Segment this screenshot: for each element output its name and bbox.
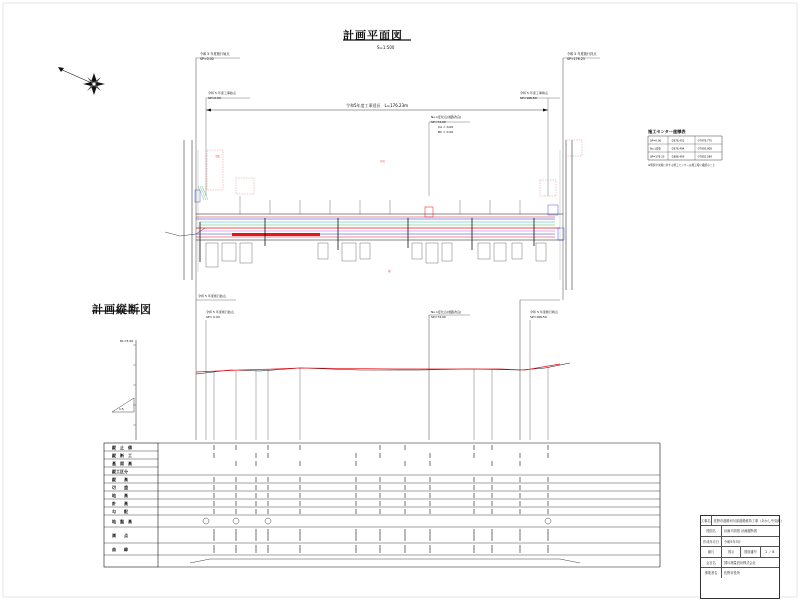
row-label: 基 面 高 — [112, 461, 132, 466]
title-block-key: 縮尺 — [701, 547, 722, 556]
sheet-number: 1 ／ 8 — [765, 550, 775, 555]
profile-tag-right-2: SP=166.59 — [530, 315, 547, 319]
legend-cell: -37978.775 — [697, 139, 712, 143]
title-block-row — [701, 568, 779, 578]
north-arrow-icon — [58, 67, 105, 95]
svg-text:水田: 水田 — [380, 160, 385, 163]
coordinate-legend — [648, 128, 722, 167]
sub-tag-right-2: SP=166.59 — [520, 96, 537, 100]
row-label: 縦 高 — [112, 477, 128, 482]
plan-view — [165, 51, 722, 300]
mid-tag-3: CA = 0.00 — [438, 125, 454, 129]
title-block-value: 佐野市役所 — [724, 570, 740, 575]
row-label: 縦 止 値 — [112, 445, 132, 450]
plan-scale: S=1:500 — [377, 45, 395, 50]
profile-view — [112, 293, 570, 440]
length-label: 令和5年度工事延長 L=176.23m — [346, 103, 409, 108]
title-block-row — [701, 526, 779, 536]
legend-cell: -2876.404 — [671, 147, 685, 151]
row-label: 縦 断 工 — [112, 453, 132, 458]
scale-value: 図示 — [722, 547, 741, 556]
profile-tag-left-2: 令和 5 年度施行始点 — [206, 310, 234, 314]
title-block-value — [722, 547, 779, 556]
legend-cell: -37905.808 — [697, 147, 712, 151]
title-block-key: 会社名 — [701, 558, 722, 567]
title-block-key: 図面名 — [701, 526, 722, 535]
profile-tag-mid-2: SP=73.00 — [431, 315, 446, 319]
legend-cell: SP=176.23 — [650, 155, 665, 159]
legend-cell: -2876.431 — [671, 139, 685, 143]
row-label: 曲 線 — [112, 547, 128, 552]
sheet-frame — [3, 3, 797, 597]
row-label: 縦工区分 — [112, 469, 128, 474]
pavement-segment — [232, 233, 320, 236]
title-block-row — [701, 537, 779, 547]
profile-title: 計画縦断図 — [92, 303, 152, 316]
end-tag-2: SP=176.23 — [567, 57, 585, 61]
mid-tag-2: SP=73.00 — [431, 120, 446, 124]
sub-tag-left-1: 令和 5 年度工事始点 — [208, 91, 236, 95]
profile-tag-mid-1: No.1変化点(道路改良) — [431, 310, 462, 314]
title-block-key: 工事名 — [701, 516, 712, 525]
row-label: 勾 配 — [112, 509, 128, 514]
end-tag-1: 令和 5 年度施行終点 — [567, 52, 597, 56]
sheet-label: 図面番号 — [741, 547, 760, 556]
slope-marker-label: 1:5 — [119, 407, 124, 411]
profile-tag-right-1: 令和 5 年度施行終点 — [530, 310, 558, 314]
row-label: 地 高 — [112, 493, 128, 498]
row-label: 測 点 — [112, 533, 128, 538]
legend-title: 施工センター座標表 — [648, 129, 686, 134]
mid-tag-4: BC = 0.00 — [438, 130, 454, 134]
profile-datum-label: DL=5.00 — [120, 339, 134, 343]
title-block — [700, 515, 784, 599]
mid-tag-1: No.1変化点(道路改良) — [431, 115, 462, 119]
title-block-key: 事業者名 — [701, 568, 722, 578]
profile-tag-left-3: SP= 0.00 — [206, 315, 220, 319]
slope-triangle-icon — [112, 398, 134, 412]
legend-cell: -37802.589 — [697, 155, 712, 159]
row-label: 計 高 — [112, 501, 128, 506]
sub-tag-left-2: SP=0.00 — [208, 96, 221, 100]
legend-note: ※現況中央線に対する施工センターは施工時に確認のこと — [648, 164, 715, 167]
title-block-row — [701, 547, 779, 557]
start-tag-1: 令和 5 年度施行始点 — [200, 52, 230, 56]
profile-data-table — [104, 443, 660, 567]
plan-title: 計画平面図 — [343, 29, 403, 42]
profile-tag-left-1: 令和 5 年度施行始点 — [198, 294, 226, 298]
legend-cell: SP=0.00 — [650, 139, 662, 143]
title-block-value: 計画平面図 計画縦断図 — [724, 529, 757, 534]
title-block-row — [701, 516, 784, 526]
row-label: 地 盤 高 — [112, 519, 132, 524]
sub-tag-right-1: 令和 5 年度工事終点 — [520, 91, 548, 95]
title-block-value: 国川測量設計株式会社 — [724, 560, 756, 565]
svg-text:畑: 畑 — [388, 270, 391, 273]
row-label: 切 盛 — [112, 485, 128, 490]
legend-cell: No.1変化 — [650, 147, 662, 151]
legend-cell: -2886.459 — [671, 155, 685, 159]
start-tag-2: SP=0.00 — [200, 57, 214, 61]
title-block-row — [701, 558, 779, 568]
title-block-key: 作成年月日 — [701, 537, 722, 546]
title-block-value: 令和5年3月 — [724, 539, 741, 544]
svg-text:宅地: 宅地 — [215, 155, 220, 158]
title-block-value: 佐野市道路河川部道路維持工事（あかし中央線） — [713, 519, 784, 523]
